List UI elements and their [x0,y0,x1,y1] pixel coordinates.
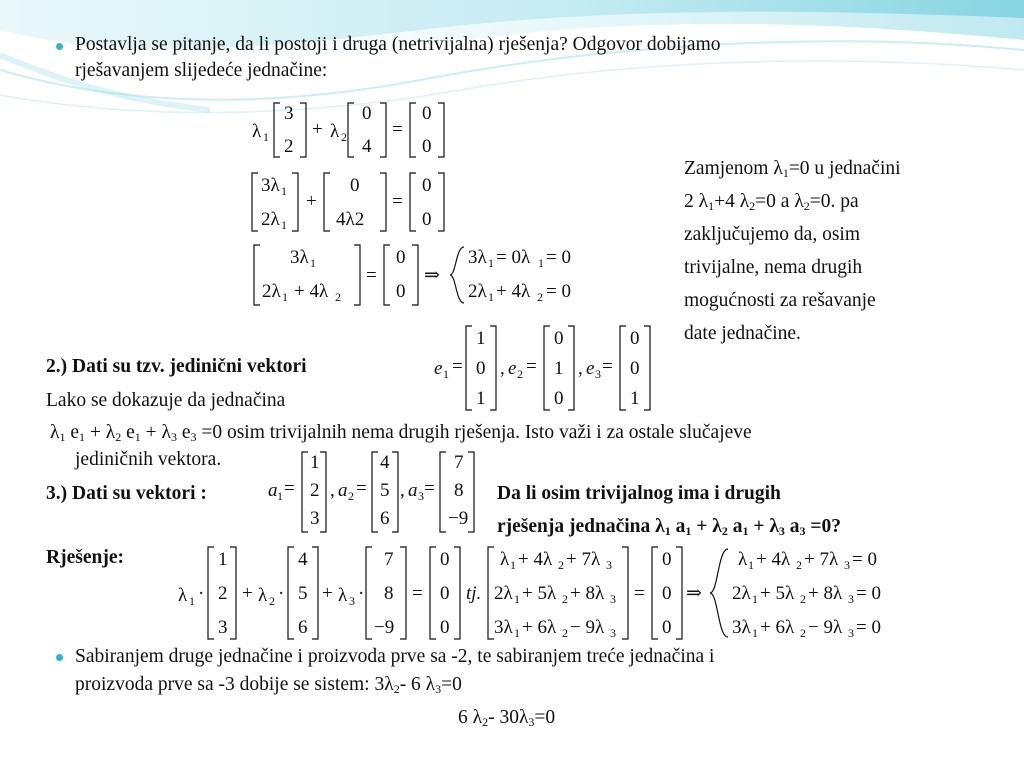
svg-text:2: 2 [218,583,228,604]
svg-text:1: 1 [263,130,269,144]
svg-text:λ: λ [252,121,262,142]
svg-text:+ 4λ: + 4λ [756,549,791,570]
svg-text:2λ: 2λ [468,281,487,302]
svg-text:=: = [602,356,613,377]
svg-text:2λ: 2λ [494,583,513,604]
svg-text:0: 0 [630,328,640,349]
svg-text:= 0λ: = 0λ [496,247,531,268]
svg-text:= 0: = 0 [546,281,571,302]
svg-text:+ 4λ: + 4λ [294,281,329,302]
svg-text:λ: λ [738,549,748,570]
vectors-a-equation [266,450,486,534]
svg-text:λ: λ [178,585,188,606]
svg-text:4: 4 [298,549,308,570]
svg-text:+ 6λ: + 6λ [522,617,557,638]
svg-text:3: 3 [349,594,355,608]
svg-text:e: e [586,358,595,379]
svg-text:2: 2 [800,626,806,640]
svg-text:5: 5 [380,480,390,501]
svg-text:=: = [452,356,463,377]
svg-text:6: 6 [380,508,390,529]
svg-text:0: 0 [440,617,450,638]
svg-text:+: + [242,583,253,604]
svg-text:1: 1 [488,256,494,270]
svg-text:2: 2 [269,594,275,608]
svg-text:,: , [500,358,505,379]
svg-text:3: 3 [848,626,854,640]
side-note-line-2: 2 $\lambda_1+4$ $\lambda_2=0$ a $\lambda_2=0$. pa [684,191,859,213]
svg-text:1: 1 [554,358,564,379]
svg-text:,: , [400,480,405,501]
svg-text:3λ: 3λ [261,175,280,196]
svg-text:a: a [268,480,278,501]
svg-text:=: = [392,191,403,212]
svg-text:− 9λ: − 9λ [808,617,843,638]
svg-text:a: a [408,480,418,501]
svg-text:·: · [278,583,285,604]
svg-text:1: 1 [189,594,195,608]
svg-text:·: · [358,583,365,604]
svg-text:=: = [526,356,537,377]
intro-line-1: Postavlja se pitanje, da li postoji i druga (netrivijalna) rješenja? Odgovor dobijamo [75,34,721,55]
intro-line-2: rješavanjem slijedeće jednačine: [75,60,328,81]
svg-text:3λ: 3λ [732,617,751,638]
svg-text:8: 8 [454,480,464,501]
svg-text:2: 2 [562,626,568,640]
svg-text:1: 1 [281,218,287,232]
side-note-line-6: date jednačine. [684,323,801,344]
svg-text:1: 1 [277,489,283,503]
svg-text:= 0: = 0 [546,247,571,268]
svg-text:0: 0 [440,583,450,604]
svg-text:=: = [424,478,435,499]
side-note-line-5: mogućnosti za rešavanje [684,290,876,311]
svg-text:1: 1 [310,256,316,270]
svg-text:a: a [338,480,348,501]
svg-text:λ: λ [338,585,348,606]
svg-text:1: 1 [514,592,520,606]
svg-text:1: 1 [514,626,520,640]
svg-text:⇒: ⇒ [424,265,440,286]
svg-text:2: 2 [517,367,523,381]
svg-text:3: 3 [284,103,294,124]
svg-text:=: = [634,583,645,604]
svg-text:0: 0 [422,209,432,230]
svg-text:,: , [330,480,335,501]
svg-text:0: 0 [350,175,360,196]
bullet-2-line-3: 6 $\lambda_2-$ $30\lambda_3=0$ [458,707,556,729]
svg-text:= 0: = 0 [856,583,881,604]
svg-text:=: = [284,478,295,499]
svg-text:4λ2: 4λ2 [336,209,365,230]
svg-text:2: 2 [335,290,341,304]
side-note-line-4: trivijalne, nema drugih [684,257,863,278]
svg-text:0: 0 [422,136,432,157]
svg-text:3λ: 3λ [290,247,309,268]
bullet-icon [56,43,63,50]
svg-text:= 0: = 0 [856,617,881,638]
section-3-question-1: Da li osim trivijalnog ima i drugih [497,483,781,504]
svg-text:0: 0 [396,247,406,268]
svg-text:,: , [578,358,583,379]
svg-text:1: 1 [748,558,754,572]
svg-text:7: 7 [454,452,464,473]
section-3-heading: 3.) Dati su vektori : [46,483,207,504]
svg-text:+ 5λ: + 5λ [522,583,557,604]
svg-text:0: 0 [422,103,432,124]
svg-text:0: 0 [554,388,564,409]
svg-text:0: 0 [630,358,640,379]
svg-text:− 9λ: − 9λ [570,617,605,638]
svg-text:3: 3 [595,367,601,381]
svg-text:2: 2 [310,480,320,501]
equation-block-1 [250,97,650,312]
svg-text:0: 0 [476,358,486,379]
svg-text:+ 7λ: + 7λ [566,549,601,570]
svg-text:2: 2 [558,558,564,572]
svg-text:2: 2 [284,136,294,157]
svg-text:7: 7 [384,549,394,570]
side-note-line-1: Zamjenom $\lambda_1=0$ u jednačini [684,158,901,180]
svg-text:3λ: 3λ [468,247,487,268]
svg-text:2λ: 2λ [261,209,280,230]
svg-text:3λ: 3λ [494,617,513,638]
svg-text:1: 1 [630,388,640,409]
svg-text:+ 7λ: + 7λ [804,549,839,570]
svg-text:1: 1 [752,592,758,606]
svg-text:2: 2 [341,130,347,144]
svg-text:3: 3 [606,558,612,572]
svg-text:3: 3 [310,508,320,529]
svg-text:0: 0 [396,281,406,302]
svg-text:0: 0 [422,175,432,196]
svg-text:0: 0 [662,549,672,570]
svg-text:⇒: ⇒ [686,583,702,604]
svg-text:·: · [198,583,205,604]
svg-text:=: = [366,265,377,286]
svg-text:= 0: = 0 [852,549,877,570]
svg-text:1: 1 [282,290,288,304]
section-2-line-1: Lako se dokazuje da jednačina [46,390,286,411]
svg-text:5: 5 [298,583,308,604]
svg-text:1: 1 [310,452,320,473]
solution-heading: Rješenje: [46,547,124,568]
svg-text:+: + [306,191,317,212]
svg-text:1: 1 [476,328,486,349]
svg-text:λ: λ [500,549,510,570]
svg-text:1: 1 [218,549,228,570]
svg-text:=: = [392,119,403,140]
svg-text:4: 4 [362,136,372,157]
svg-text:−9: −9 [374,617,395,638]
svg-text:2: 2 [348,489,354,503]
svg-text:1: 1 [476,388,486,409]
svg-text:1: 1 [510,558,516,572]
svg-text:1: 1 [443,367,449,381]
bullet-2-line-2: proizvoda prve sa -3 dobije se sistem: $3\lambda_2-$ 6 $\lambda_3=0$ [75,674,462,696]
section-2-heading: 2.) Dati su tzv. jedinični vektori [46,356,307,377]
svg-text:0: 0 [554,328,564,349]
section-2-line-3: jediničnih vektora. [75,449,222,470]
svg-text:+ 8λ: + 8λ [808,583,843,604]
unit-vectors-equation [432,322,662,414]
svg-text:3: 3 [610,592,616,606]
section-3-question-2: rješenja jednačina $\lambda_1$ $a_1 + \lambda_2$ $a_1 + \lambda_3$ $a_3 =0$? [497,516,842,538]
svg-text:4: 4 [380,452,390,473]
svg-text:e: e [434,358,443,379]
svg-text:+ 4λ: + 4λ [518,549,553,570]
svg-text:1: 1 [538,256,544,270]
bullet-2-line-1: Sabiranjem druge jednačine i proizvoda prve sa -2, te sabiranjem treće jednačina i [75,646,715,667]
svg-text:1: 1 [752,626,758,640]
svg-text:3: 3 [218,617,228,638]
svg-text:+ 6λ: + 6λ [760,617,795,638]
svg-text:λ: λ [330,121,340,142]
section-2-equation-line: $\lambda_1$ $e_1 + \lambda_2$ $e_1 + \lambda_3$ $e_3 =0$ osim trivijalnih nema drugih rješenja. Isto važi i za ostale slučajeve [50,422,752,444]
svg-text:3: 3 [848,592,854,606]
svg-text:3: 3 [844,558,850,572]
svg-text:=: = [356,478,367,499]
svg-text:2λ: 2λ [732,583,751,604]
svg-text:2: 2 [562,592,568,606]
svg-text:λ: λ [258,585,268,606]
svg-text:+ 4λ: + 4λ [496,281,531,302]
svg-text:−9: −9 [448,508,469,529]
svg-text:+: + [322,583,333,604]
svg-text:+: + [312,119,323,140]
svg-text:0: 0 [440,549,450,570]
svg-text:=: = [412,583,423,604]
svg-text:tj.: tj. [466,583,482,604]
svg-text:1: 1 [488,290,494,304]
side-note-line-3: zaključujemo da, osim [684,224,860,245]
svg-text:+ 8λ: + 8λ [570,583,605,604]
svg-text:e: e [508,358,517,379]
svg-text:8: 8 [384,583,394,604]
svg-text:0: 0 [362,103,372,124]
svg-text:+ 5λ: + 5λ [760,583,795,604]
svg-text:6: 6 [298,617,308,638]
svg-text:3: 3 [418,489,424,503]
svg-text:2: 2 [800,592,806,606]
svg-text:2λ: 2λ [262,281,281,302]
solution-equation [176,543,896,643]
svg-text:0: 0 [662,617,672,638]
svg-text:0: 0 [662,583,672,604]
svg-text:3: 3 [610,626,616,640]
svg-text:2: 2 [537,290,543,304]
bullet-icon [56,654,63,661]
svg-text:2: 2 [796,558,802,572]
svg-text:1: 1 [281,184,287,198]
